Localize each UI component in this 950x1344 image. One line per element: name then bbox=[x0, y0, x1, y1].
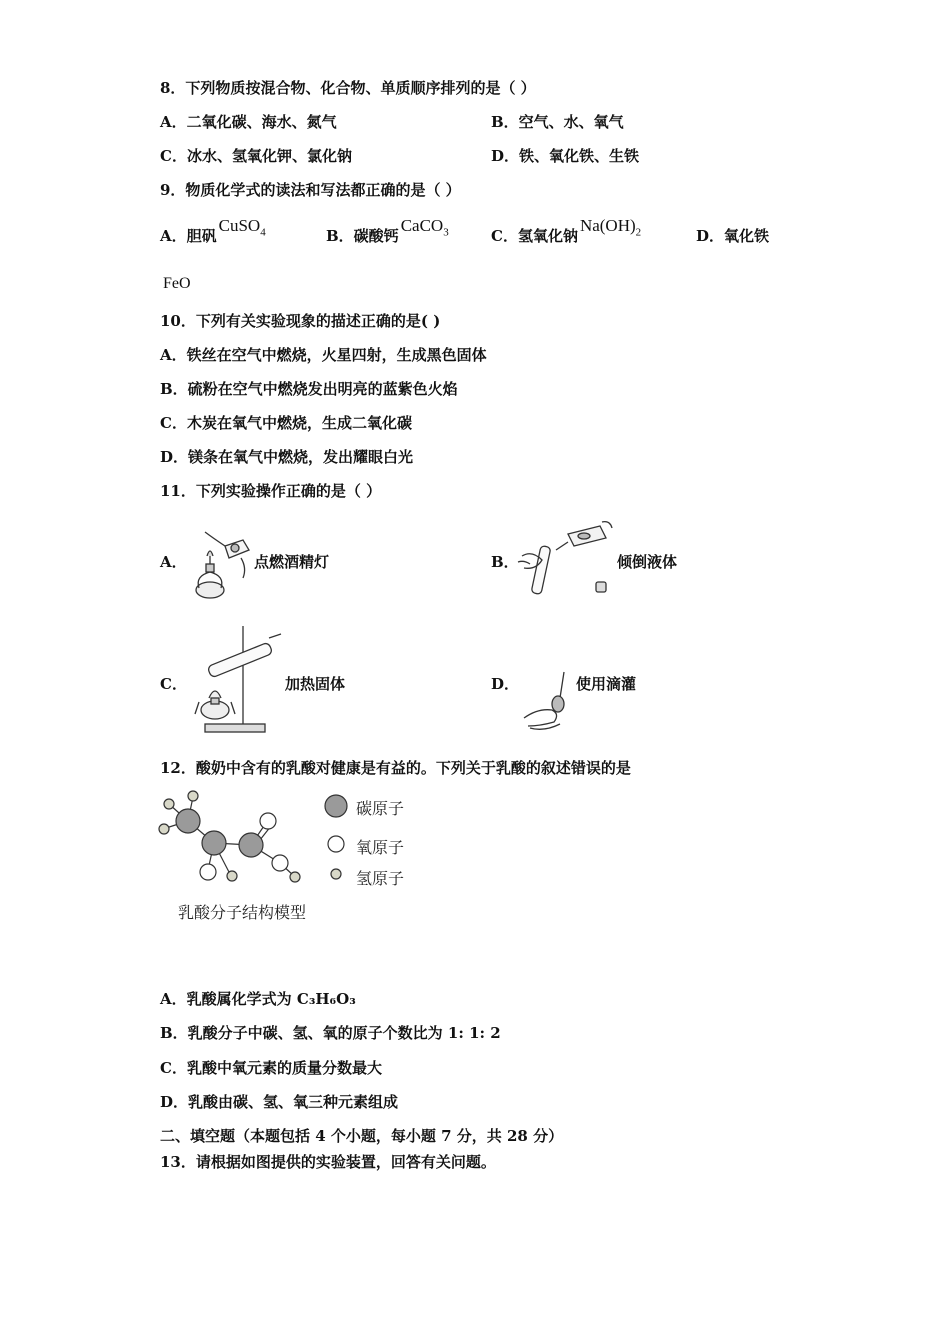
q11-stem: 11．下列实验操作正确的是（ ） bbox=[160, 482, 382, 500]
oxygen-atom-2 bbox=[272, 855, 288, 871]
molecule-legend-icons bbox=[322, 794, 352, 886]
q11-option-c-letter: C． bbox=[160, 675, 187, 693]
q12-option-a-text: A．乳酸属化学式为 bbox=[160, 990, 297, 1008]
q10-option-d: D．镁条在氧气中燃烧，发出耀眼白光 bbox=[160, 448, 414, 466]
q9-option-c bbox=[491, 216, 642, 252]
q8-option-c: C．冰水、氢氧化钾、氯化钠 bbox=[160, 147, 352, 165]
q11-option-d-letter: D． bbox=[491, 675, 520, 693]
oxygen-atom-1 bbox=[260, 813, 276, 829]
q11-option-a-letter: A． bbox=[160, 553, 187, 571]
q11-option-d-text: 使用滴灌 bbox=[576, 675, 637, 693]
legend-carbon-label: 碳原子 bbox=[356, 799, 405, 818]
hydrogen-atom-1 bbox=[164, 799, 174, 809]
carbon-atom-3 bbox=[239, 833, 263, 857]
lighting-alcohol-lamp-figure bbox=[185, 528, 255, 604]
q9-option-b-formula: CaCO$_3$ bbox=[400, 216, 449, 239]
q9-option-c-formula: $Na(OH)_2$ bbox=[579, 216, 642, 239]
carbon-legend-icon bbox=[325, 795, 347, 817]
q9-stem: 9．物质化学式的读法和写法都正确的是（ ） bbox=[160, 181, 461, 199]
q11-option-a-text: 点燃酒精灯 bbox=[254, 553, 330, 571]
q9-option-a-formula: CuSO$_4$ bbox=[218, 216, 266, 239]
oxygen-atom-3 bbox=[200, 864, 216, 880]
hydrogen-atom-3 bbox=[159, 824, 169, 834]
q8-option-d: D．铁、氧化铁、生铁 bbox=[491, 147, 640, 165]
q9-option-a-label: A．胆矾 bbox=[160, 227, 217, 245]
lactic-acid-molecule-model bbox=[156, 788, 306, 888]
q8-option-b: B．空气、水、氧气 bbox=[491, 113, 624, 131]
q10-stem: 10．下列有关实验现象的描述正确的是( ) bbox=[160, 312, 441, 330]
carbon-atom-1 bbox=[176, 809, 200, 833]
molecule-caption: 乳酸分子结构模型 bbox=[178, 903, 307, 922]
hydrogen-atom-4 bbox=[227, 871, 237, 881]
q12-option-d: D．乳酸由碳、氢、氧三种元素组成 bbox=[160, 1093, 399, 1111]
q8-option-a: A．二氧化碳、海水、氮气 bbox=[160, 113, 337, 131]
q13-stem: 13．请根据如图提供的实验装置，回答有关问题。 bbox=[160, 1153, 496, 1171]
hydrogen-atom-2 bbox=[188, 791, 198, 801]
q9-option-c-label: C．氢氧化钠 bbox=[491, 227, 578, 245]
q11-option-b-letter: B． bbox=[491, 553, 519, 571]
oxygen-legend-icon bbox=[328, 836, 344, 852]
q11-option-c-text: 加热固体 bbox=[285, 675, 346, 693]
q10-option-b: B．硫粉在空气中燃烧发出明亮的蓝紫色火焰 bbox=[160, 380, 458, 398]
section-2-title: 二、填空题（本题包括 4 个小题，每小题 7 分，共 28 分） bbox=[160, 1127, 564, 1145]
q8-stem: 8．下列物质按混合物、化合物、单质顺序排列的是（ ） bbox=[160, 79, 536, 97]
pouring-liquid-figure bbox=[516, 516, 616, 604]
heating-solid-figure bbox=[185, 624, 285, 736]
q9-option-d-formula: FeO bbox=[163, 275, 191, 292]
hydrogen-atom-5 bbox=[290, 872, 300, 882]
q9-option-b-label: B．碳酸钙 bbox=[326, 227, 399, 245]
q9-option-a bbox=[160, 216, 266, 252]
q12-stem: 12．酸奶中含有的乳酸对健康是有益的。下列关于乳酸的叙述错误的是 bbox=[160, 759, 631, 777]
carbon-atom-2 bbox=[202, 831, 226, 855]
q10-option-c: C．木炭在氧气中燃烧，生成二氧化碳 bbox=[160, 414, 412, 432]
q11-option-b-text: 倾倒液体 bbox=[617, 553, 678, 571]
q10-option-a: A．铁丝在空气中燃烧，火星四射，生成黑色固体 bbox=[160, 346, 487, 364]
q12-option-a bbox=[160, 989, 356, 1009]
legend-hydrogen-label: 氢原子 bbox=[356, 869, 405, 888]
q12-option-a-formula: C₃H₆O₃ bbox=[296, 990, 356, 1008]
q12-option-c: C．乳酸中氧元素的质量分数最大 bbox=[160, 1059, 382, 1077]
legend-oxygen-label: 氧原子 bbox=[356, 838, 405, 857]
dropper-use-figure bbox=[520, 668, 576, 734]
q12-option-b: B．乳酸分子中碳、氢、氧的原子个数比为 1: 1: 2 bbox=[160, 1024, 501, 1042]
hydrogen-legend-icon bbox=[331, 869, 341, 879]
q9-option-d-label: D．氧化铁 bbox=[696, 227, 770, 245]
q9-option-b bbox=[326, 216, 449, 252]
